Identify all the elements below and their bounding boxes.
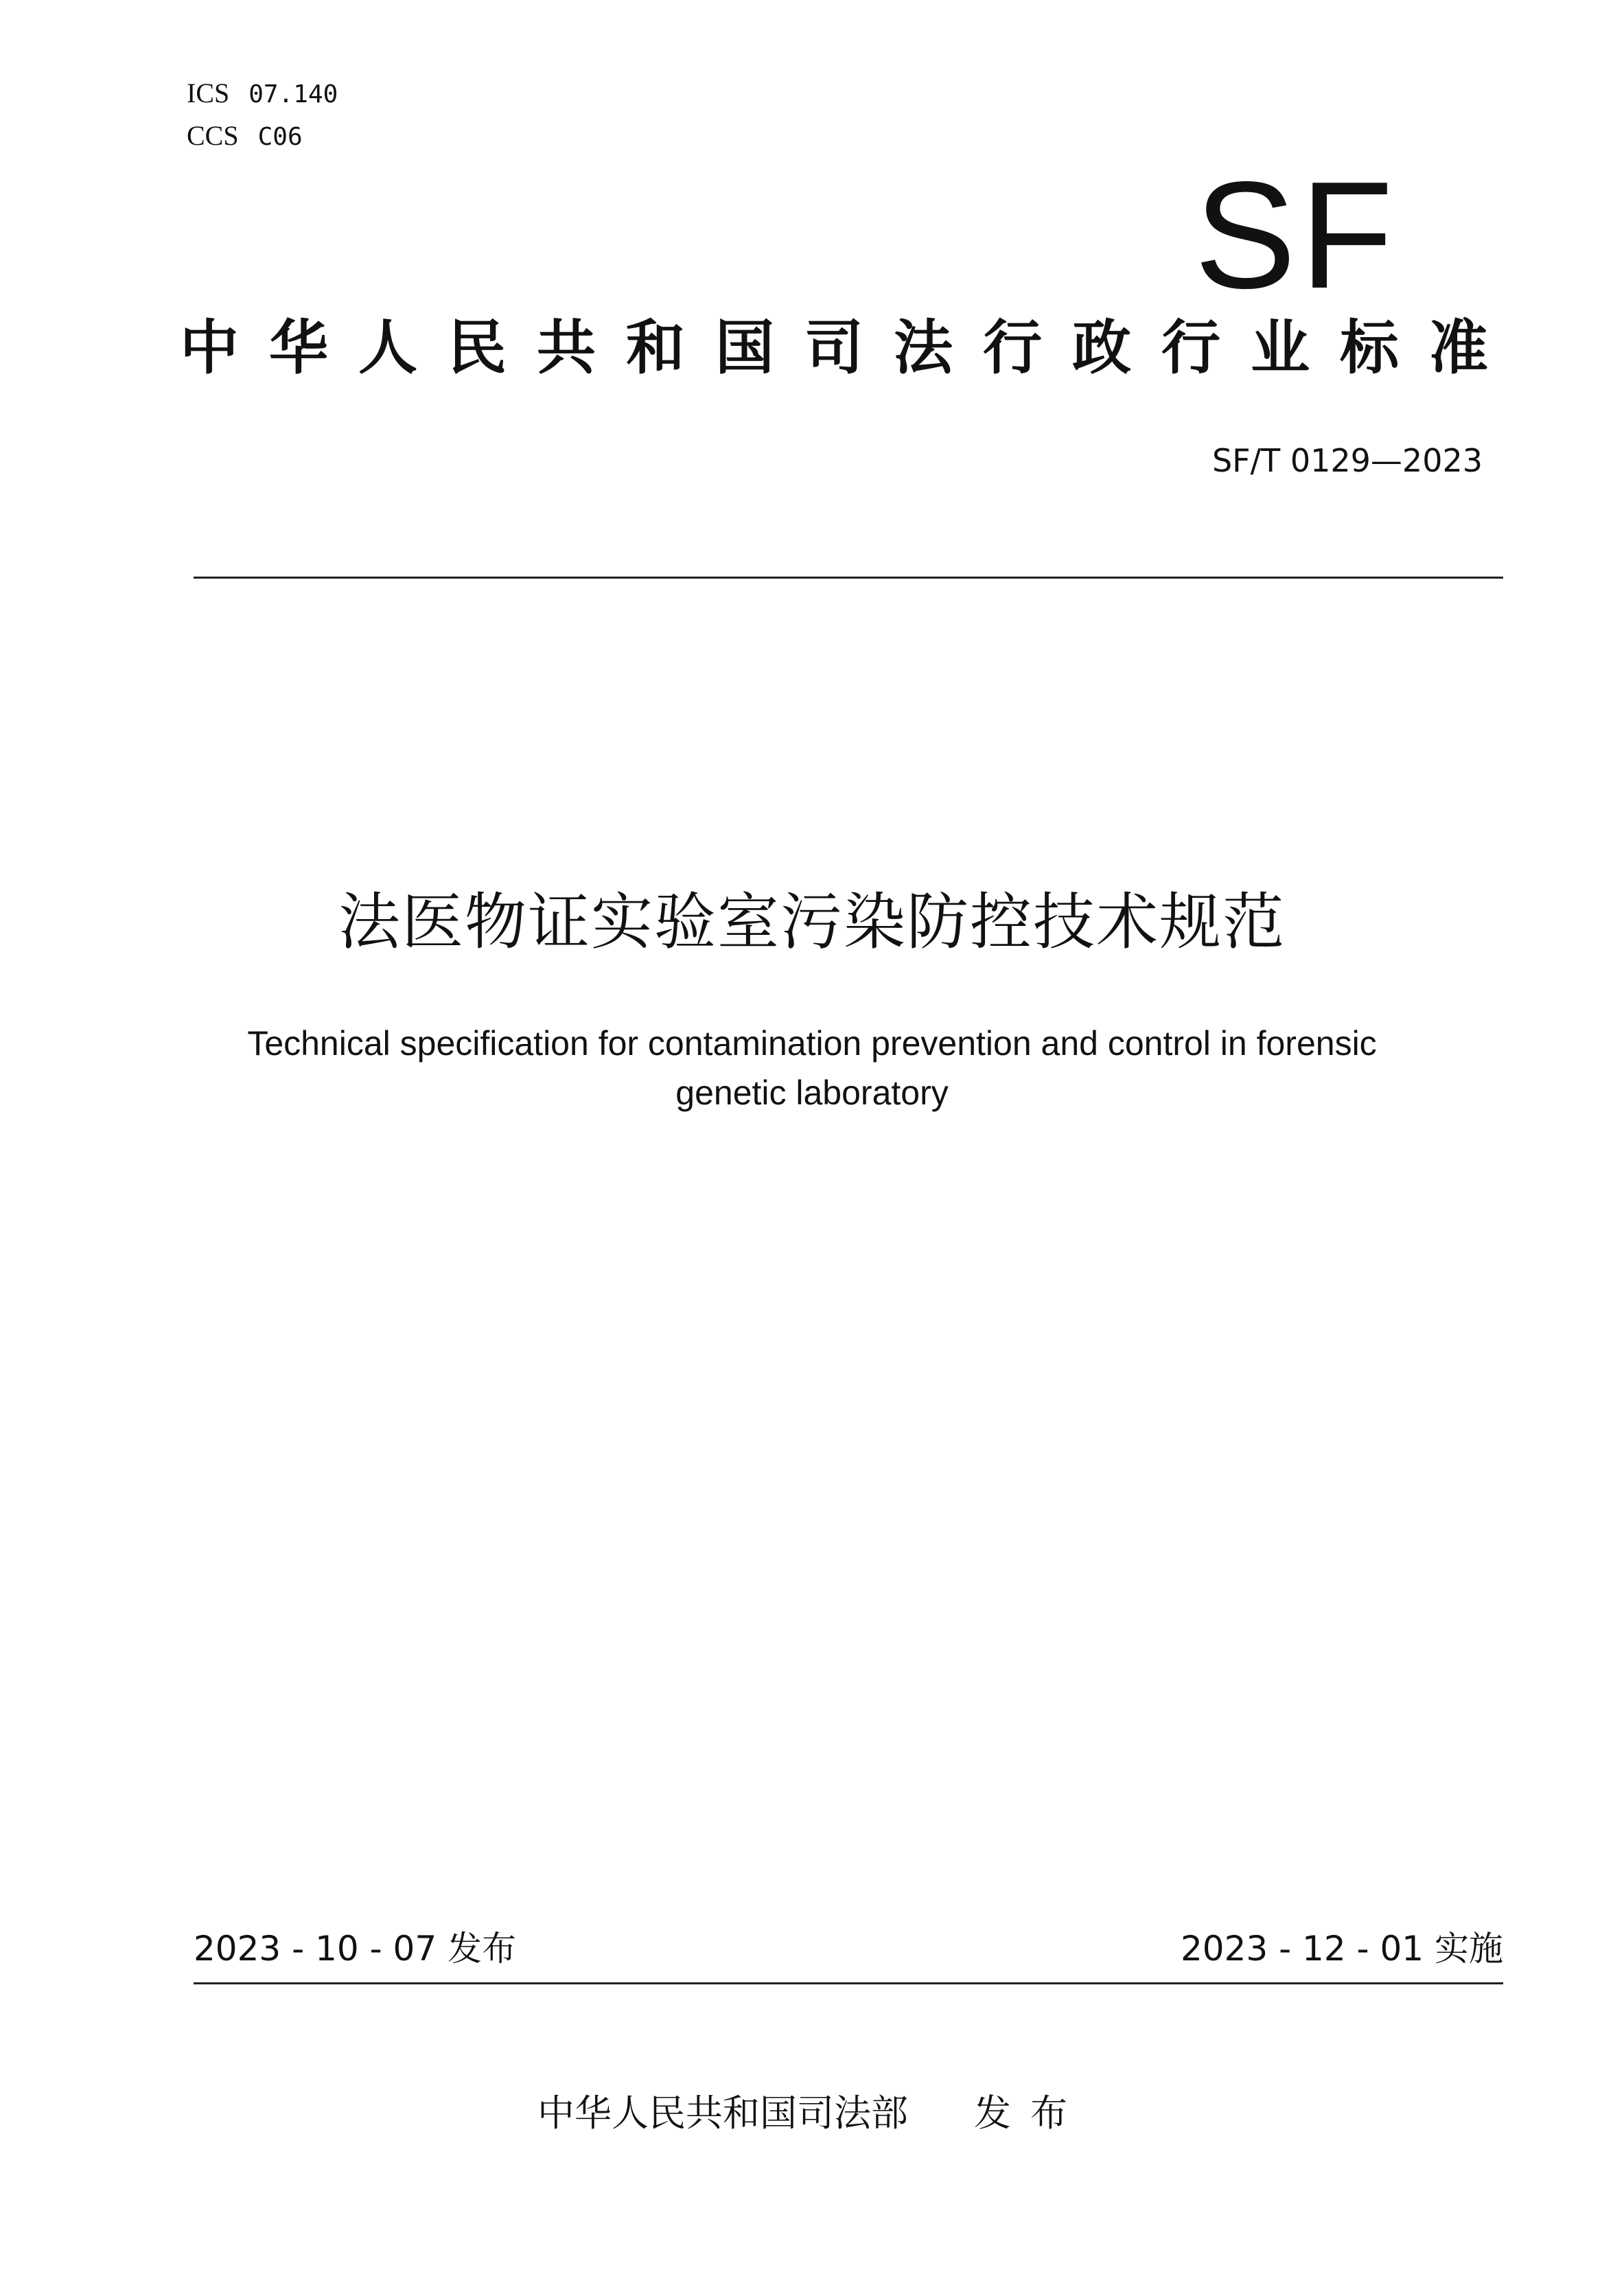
implementation-date: 2023 - 12 - 01 实施	[1180, 1929, 1503, 1969]
publisher-line	[537, 2091, 1087, 2135]
ics-classification	[187, 80, 338, 107]
sf-logo: SF	[1194, 150, 1397, 321]
ccs-label: CCS	[187, 120, 239, 151]
standard-category-title: 中华人民共和国司法行政行业标准	[180, 314, 1518, 382]
document-title-chinese: 法医物证实验室污染防控技术规范	[338, 886, 1286, 958]
document-title-english: Technical specification for contamination prevention and control in forensic genetic laboratory	[247, 1024, 1377, 1112]
top-divider	[194, 577, 1503, 579]
publisher-name: 中华人民共和国司法部	[537, 2091, 908, 2135]
ics-label: ICS	[187, 78, 230, 108]
issue-date: 2023 - 10 - 07 发布	[194, 1929, 517, 1969]
bottom-divider	[194, 1982, 1503, 1984]
ccs-code: C06	[257, 123, 303, 151]
ics-code: 07.140	[248, 80, 338, 108]
standard-number: SF/T 0129—2023	[1211, 442, 1483, 479]
ccs-classification	[187, 122, 303, 150]
publish-label: 发布	[974, 2091, 1087, 2135]
